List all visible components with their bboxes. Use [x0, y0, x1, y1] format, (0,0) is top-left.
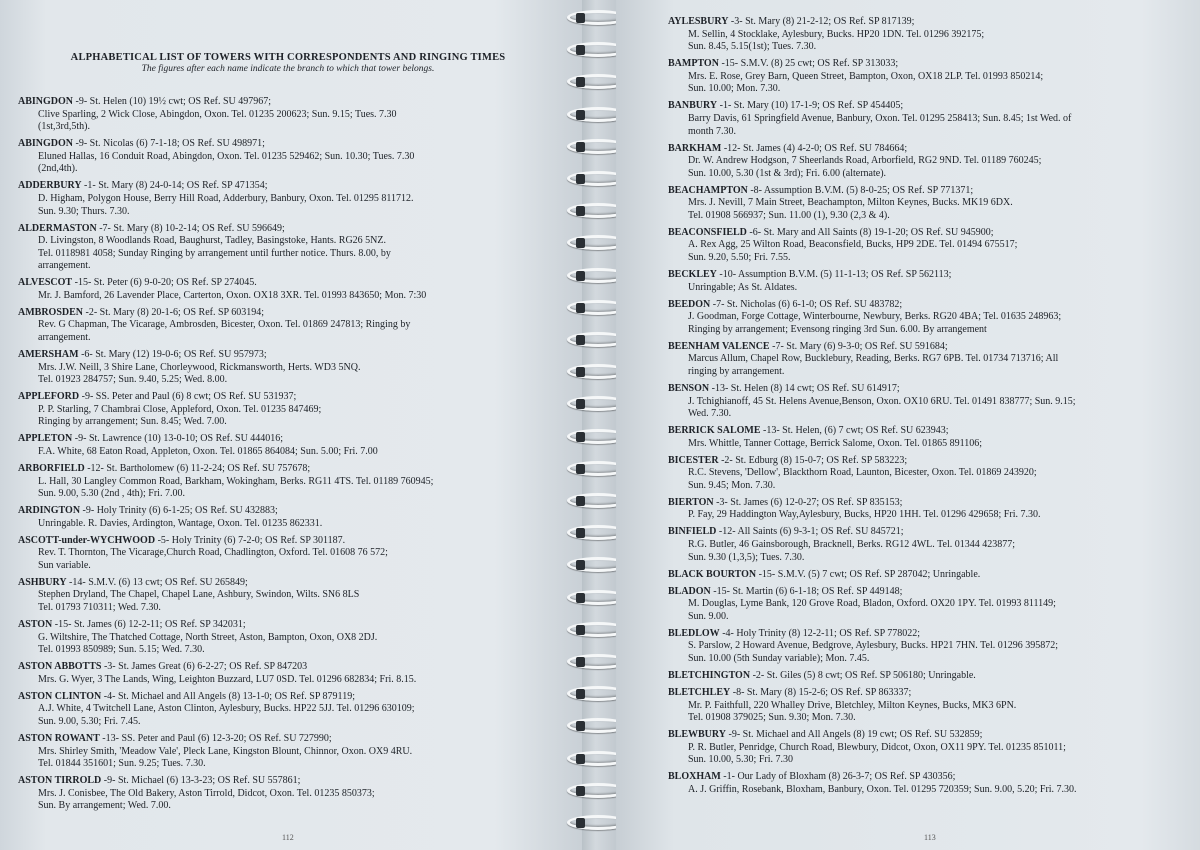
tower-entry [18, 535, 558, 573]
page-number-right: 113 [924, 833, 936, 842]
correspondent-line: Sun. 9.45; Mon. 7.30. [688, 479, 776, 491]
correspondent-line: Sun. 10.00, 5.30 (1st & 3rd); Fri. 6.00 (alternate). [688, 167, 887, 179]
tower-details: -1- Our Lady of Bloxham (8) 26-3-7; OS Ref. SP 430356; [720, 771, 956, 783]
tower-details: -8- St. Mary (8) 15-2-6; OS Ref. SP 863337; [730, 686, 912, 698]
entry-heading [18, 96, 558, 109]
tower-entry [668, 670, 1190, 683]
left-page [0, 0, 582, 850]
tower-details: -15- S.M.V. (8) 25 cwt; OS Ref. SP 313033; [718, 58, 899, 70]
correspondent-line: A.J. White, 4 Twitchell Lane, Aston Clinton, Aylesbury, Bucks. HP22 5JJ. Tel. 01296 630109; [38, 703, 415, 715]
correspondent-line: Sun. 9.00, 5.30; Fri. 7.45. [38, 715, 141, 727]
correspondent-line: Sun. 10.00 (5th Sunday variable); Mon. 7.45. [688, 652, 870, 664]
tower-name: BLADON [668, 585, 711, 597]
punch-hole [576, 367, 585, 377]
correspondent-line: Sun. 9.00, 5.30 (2nd , 4th); Fri. 7.00. [38, 488, 185, 500]
correspondent-line: S. Parslow, 2 Howard Avenue, Bedgrove, Aylesbury, Bucks. HP21 7HN. Tel. 01296 395872; [688, 640, 1059, 652]
correspondent-line: Sun. 9.00. [688, 610, 729, 622]
correspondent-line: D. Higham, Polygon House, Berry Hill Road, Adderbury, Banbury, Oxon. Tel. 01295 811712. [38, 192, 414, 204]
tower-name: BLEWBURY [668, 729, 726, 741]
tower-entry [668, 100, 1190, 138]
tower-name: ABINGDON [18, 138, 74, 150]
correspondent-line: A. Rex Agg, 25 Wilton Road, Beaconsfield, Bucks, HP9 2DE. Tel. 01494 675517; [688, 239, 1018, 251]
tower-details: -4- St. Michael and All Angels (8) 13-1-0; OS Ref. SP 879119; [101, 690, 355, 702]
tower-entry [18, 691, 558, 729]
correspondent-line: M. Douglas, Lyme Bank, 120 Grove Road, Bladon, Oxford. OX20 1PY. Tel. 01993 811149; [688, 598, 1056, 610]
tower-details: -10- Assumption B.V.M. (5) 11-1-13; OS Ref. SP 562113; [716, 269, 952, 281]
entry-heading [668, 687, 1190, 700]
right-page [616, 0, 1200, 850]
tower-entry [668, 729, 1190, 767]
entry-heading [668, 569, 1190, 582]
tower-entry [18, 307, 558, 345]
tower-entry [668, 143, 1190, 181]
tower-name: BLEDLOW [668, 627, 720, 639]
correspondent-line: Rev. T. Thornton, The Vicarage,Church Road, Chadlington, Oxford. Tel. 01608 76 572; [38, 547, 388, 559]
entry-heading [668, 185, 1190, 198]
punch-hole [576, 560, 585, 570]
correspondent-line: (1st,3rd,5th). [38, 121, 90, 133]
entry-heading [668, 586, 1190, 599]
correspondent-line: Mr. P. Faithfull, 220 Whalley Drive, Bletchley, Milton Keynes, Bucks, MK3 6PN. [688, 699, 1017, 711]
punch-hole [576, 528, 585, 538]
correspondent-line: Tel. 01993 850989; Sun. 5.15; Wed. 7.30. [38, 644, 205, 656]
tower-name: ASTON ABBOTTS [18, 661, 102, 673]
correspondent-line: Tel. 0118981 4058; Sunday Ringing by arrangement until further notice. Thurs. 8.00, by [38, 247, 391, 259]
correspondent-line: arrangement. [38, 260, 91, 272]
correspondent-line: Marcus Allum, Chapel Row, Bucklebury, Reading, Berks. RG7 6PB. Tel. 01734 713716; All [688, 353, 1059, 365]
entry-heading [668, 729, 1190, 742]
correspondent-line: G. Wiltshire, The Thatched Cottage, North Street, Aston, Bampton, Oxon, OX8 2DJ. [38, 631, 378, 643]
tower-name: BIERTON [668, 496, 714, 508]
correspondent-line: Sun. By arrangement; Wed. 7.00. [38, 800, 171, 812]
correspondent-line: Mrs. J.W. Neill, 3 Shire Lane, Chorleywood, Rickmansworth, Herts. WD3 5NQ. [38, 361, 361, 373]
correspondent-line: D. Livingston, 8 Woodlands Road, Baughurst, Tadley, Basingstoke, Hants. RG26 5NZ. [38, 235, 387, 247]
tower-details: -13- SS. Peter and Paul (6) 12-3-20; OS Ref. SU 727990; [99, 732, 332, 744]
tower-details: -15- St. James (6) 12-2-11; OS Ref. SP 342031; [52, 619, 246, 631]
tower-name: AMERSHAM [18, 349, 79, 361]
tower-name: ALDERMASTON [18, 222, 97, 234]
punch-hole [576, 77, 585, 87]
tower-entry [18, 349, 558, 387]
tower-name: BANBURY [668, 100, 718, 112]
correspondent-line: A. J. Griffin, Rosebank, Bloxham, Banbury, Oxon. Tel. 01295 720359; Sun. 9.00, 5.20; Fri. 7.30. [688, 783, 1077, 795]
list-title: ALPHABETICAL LIST OF TOWERS WITH CORRESPONDENTS AND RINGING TIMES [70, 52, 506, 63]
punch-hole [576, 303, 585, 313]
entry-heading [668, 425, 1190, 438]
tower-name: ABINGDON [18, 96, 74, 107]
punch-hole [576, 13, 585, 23]
tower-name: BERRICK SALOME [668, 425, 761, 437]
entry-heading [18, 577, 558, 590]
tower-name: AMBROSDEN [18, 306, 84, 318]
right-entry-list [668, 16, 1190, 796]
tower-details: -9- Holy Trinity (6) 6-1-25; OS Ref. SU 432883; [80, 505, 278, 517]
correspondent-line: P. Fay, 29 Haddington Way,Aylesbury, Bucks, HP20 1HH. Tel. 01296 429658; Fri. 7.30. [688, 509, 1041, 521]
tower-entry [668, 58, 1190, 96]
tower-details: -13- St. Helen (8) 14 cwt; OS Ref. SU 614917; [709, 382, 900, 394]
correspondent-line: Ringing by arrangement; Sun. 8.45; Wed. 7.00. [38, 416, 227, 428]
tower-details: -8- Assumption B.V.M. (5) 8-0-25; OS Ref. SP 771371; [747, 184, 974, 196]
entry-heading [668, 771, 1190, 784]
tower-name: BINFIELD [668, 526, 717, 538]
left-entry-list [18, 96, 558, 813]
correspondent-line: arrangement. [38, 332, 91, 344]
entry-heading [18, 307, 558, 320]
punch-hole [576, 335, 585, 345]
entry-heading [18, 775, 558, 788]
tower-entry [18, 661, 558, 686]
correspondent-line: Mrs. J. Nevill, 7 Main Street, Beachampton, Milton Keynes, Bucks. MK19 6DX. [688, 197, 1013, 209]
correspondent-line: Sun. 8.45, 5.15(1st); Tues. 7.30. [688, 41, 817, 53]
tower-details: -15- S.M.V. (5) 7 cwt; OS Ref. SP 287042; Unringable. [756, 568, 981, 580]
tower-name: ALVESCOT [18, 277, 73, 289]
tower-entry [668, 455, 1190, 493]
entry-heading [18, 180, 558, 193]
correspondent-line: P. R. Butler, Penridge, Church Road, Blewbury, Didcot, Oxon, OX11 9PY. Tel. 01235 851011; [688, 741, 1066, 753]
correspondent-line: Barry Davis, 61 Springfield Avenue, Banbury, Oxon. Tel. 01295 258413; Sun. 8.45; 1st Wed. of [688, 112, 1072, 124]
tower-name: AYLESBURY [668, 16, 729, 27]
entry-heading [18, 661, 558, 674]
correspondent-line: Sun. 9.20, 5.50; Fri. 7.55. [688, 252, 791, 264]
tower-name: APPLEFORD [18, 391, 80, 403]
punch-hole [576, 271, 585, 281]
correspondent-line: J. Goodman, Forge Cottage, Winterbourne, Newbury, Berks. RG20 4BA; Tel. 01635 248963; [688, 311, 1062, 323]
tower-name: BEACHAMPTON [668, 184, 748, 196]
punch-hole [576, 625, 585, 635]
tower-name: ASTON [18, 619, 53, 631]
correspondent-line: (2nd,4th). [38, 163, 78, 175]
entry-heading [668, 383, 1190, 396]
tower-entry [668, 526, 1190, 564]
tower-name: ARDINGTON [18, 505, 81, 517]
tower-entry [18, 223, 558, 273]
correspondent-line: month 7.30. [688, 125, 737, 137]
tower-details: -9- St. Nicolas (6) 7-1-18; OS Ref. SU 498971; [73, 138, 265, 150]
punch-hole [576, 110, 585, 120]
correspondent-line: Clive Sparling, 2 Wick Close, Abingdon, Oxon. Tel. 01235 200623; Sun. 9.15; Tues. 7.30 [38, 108, 397, 120]
correspondent-line: Unringable; As St. Aldates. [688, 281, 798, 293]
tower-details: -7- St. Mary (8) 10-2-14; OS Ref. SU 596649; [96, 222, 285, 234]
tower-details: -1- St. Mary (8) 24-0-14; OS Ref. SP 471354; [81, 180, 268, 192]
correspondent-line: Stephen Dryland, The Chapel, Chapel Lane, Ashbury, Swindon, Wilts. SN6 8LS [38, 589, 360, 601]
entry-heading [18, 619, 558, 632]
tower-details: -5- Holy Trinity (6) 7-2-0; OS Ref. SP 301187. [155, 534, 346, 546]
tower-entry [668, 628, 1190, 666]
correspondent-line: ringing by arrangement. [688, 365, 785, 377]
tower-details: -15- St. Peter (6) 9-0-20; OS Ref. SP 274045. [72, 277, 257, 289]
entry-heading [18, 733, 558, 746]
correspondent-line: Mrs. J. Conisbee, The Old Bakery, Aston Tirrold, Didcot, Oxon. Tel. 01235 850373; [38, 787, 375, 799]
correspondent-line: P. P. Starling, 7 Chambrai Close, Appleford, Oxon. Tel. 01235 847469; [38, 403, 322, 415]
tower-entry [668, 569, 1190, 582]
correspondent-line: Eluned Hallas, 16 Conduit Road, Abingdon, Oxon. Tel. 01235 529462; Sun. 10.30; Tues. 7.30 [38, 150, 415, 162]
entry-heading [668, 143, 1190, 156]
entry-heading [668, 100, 1190, 113]
tower-name: ADDERBURY [18, 180, 82, 192]
entry-heading [18, 391, 558, 404]
tower-details: -3- St. James (6) 12-0-27; OS Ref. SP 835153; [713, 496, 903, 508]
punch-hole [576, 657, 585, 667]
tower-details: -3- St. James Great (6) 6-2-27; OS Ref. SP 847203 [101, 661, 308, 673]
entry-heading [668, 269, 1190, 282]
tower-name: BENSON [668, 382, 710, 394]
punch-hole [576, 754, 585, 764]
tower-details: -9- SS. Peter and Paul (6) 8 cwt; OS Ref. SU 531937; [79, 391, 297, 403]
tower-entry [668, 586, 1190, 624]
entry-heading [668, 455, 1190, 468]
tower-entry [668, 269, 1190, 294]
entry-heading [18, 433, 558, 446]
tower-entry [668, 497, 1190, 522]
punch-hole [576, 399, 585, 409]
tower-details: -2- St. Edburg (8) 15-0-7; OS Ref. SP 583223; [718, 454, 908, 466]
tower-name: BECKLEY [668, 269, 717, 281]
punch-hole [576, 45, 585, 55]
tower-entry [18, 96, 558, 134]
correspondent-line: R.C. Stevens, 'Dellow', Blackthorn Road, Launton, Bicester, Oxon. Tel. 01869 243920; [688, 467, 1037, 479]
tower-name: ASTON TIRROLD [18, 775, 102, 787]
tower-entry [18, 505, 558, 530]
tower-details: -13- St. Helen, (6) 7 cwt; OS Ref. SU 623943; [760, 425, 949, 437]
correspondent-line: Mrs. Whittle, Tanner Cottage, Berrick Salome, Oxon. Tel. 01865 891106; [688, 437, 983, 449]
tower-name: APPLETON [18, 433, 73, 445]
tower-name: BAMPTON [668, 58, 719, 70]
tower-details: -6- St. Mary (12) 19-0-6; OS Ref. SU 957973; [78, 349, 267, 361]
correspondent-line: Ringing by arrangement; Evensong ringing 3rd Sun. 6.00. By arrangement [688, 323, 987, 335]
entry-heading [18, 277, 558, 290]
tower-entry [18, 733, 558, 771]
correspondent-line: Tel. 01908 379025; Sun. 9.30; Mon. 7.30. [688, 712, 856, 724]
entry-heading [668, 526, 1190, 539]
correspondent-line: Unringable. R. Davies, Ardington, Wantage, Oxon. Tel. 01235 862331. [38, 517, 323, 529]
tower-name: ASTON CLINTON [18, 690, 102, 702]
correspondent-line: Tel. 01908 566937; Sun. 11.00 (1), 9.30 (2,3 & 4). [688, 209, 890, 221]
list-subtitle: The figures after each name indicate the branch to which that tower belongs. [141, 64, 435, 74]
tower-entry [668, 299, 1190, 337]
tower-name: BLETCHINGTON [668, 669, 751, 681]
punch-hole [576, 432, 585, 442]
tower-entry [668, 425, 1190, 450]
punch-hole [576, 464, 585, 474]
tower-entry [668, 227, 1190, 265]
entry-heading [18, 505, 558, 518]
tower-name: BEENHAM VALENCE [668, 340, 770, 352]
correspondent-line: Tel. 01923 284757; Sun. 9.40, 5.25; Wed. 8.00. [38, 374, 228, 386]
tower-details: -14- S.M.V. (6) 13 cwt; OS Ref. SU 265849; [66, 576, 248, 588]
entry-heading [668, 628, 1190, 641]
entry-heading [18, 535, 558, 548]
tower-details: -15- St. Martin (6) 6-1-18; OS Ref. SP 449148; [710, 585, 903, 597]
correspondent-line: Wed. 7.30. [688, 408, 732, 420]
tower-entry [668, 16, 1190, 54]
tower-entry [18, 138, 558, 176]
tower-details: -12- St. James (4) 4-2-0; OS Ref. SU 784664; [721, 142, 908, 154]
entry-heading [18, 463, 558, 476]
tower-name: BLETCHLEY [668, 686, 731, 698]
entry-heading [668, 58, 1190, 71]
entry-heading [18, 138, 558, 151]
correspondent-line: Sun. 9.30; Thurs. 7.30. [38, 205, 130, 217]
tower-name: ASCOTT-under-WYCHWOOD [18, 534, 156, 546]
tower-name: ARBORFIELD [18, 462, 85, 474]
correspondent-line: Mrs. Shirley Smith, 'Meadow Vale', Pleck Lane, Kingston Blount, Chinnor, Oxon. OX9 4RU. [38, 745, 413, 757]
punch-hole [576, 818, 585, 828]
correspondent-line: R.G. Butler, 46 Gainsborough, Bracknell, Berks. RG12 4WL. Tel. 01344 423877; [688, 539, 1016, 551]
tower-entry [18, 775, 558, 813]
punch-hole [576, 142, 585, 152]
tower-name: ASHBURY [18, 576, 67, 588]
correspondent-line: Mr. J. Bamford, 26 Lavender Place, Carterton, Oxon. OX18 3XR. Tel. 01993 843650; Mon. 7:30 [38, 289, 427, 301]
tower-details: -12- St. Bartholomew (6) 11-2-24; OS Ref. SU 757678; [84, 462, 311, 474]
correspondent-line: Sun. 9.30 (1,3,5); Tues. 7.30. [688, 551, 805, 563]
punch-hole [576, 593, 585, 603]
tower-details: -12- All Saints (6) 9-3-1; OS Ref. SU 845721; [716, 526, 904, 538]
correspondent-line: Tel. 01844 351601; Sun. 9.25; Tues. 7.30. [38, 758, 206, 770]
correspondent-line: Sun variable. [38, 559, 91, 571]
tower-details: -7- St. Nicholas (6) 6-1-0; OS Ref. SU 483782; [710, 298, 903, 310]
entry-heading [18, 691, 558, 704]
tower-entry [18, 391, 558, 429]
tower-entry [668, 383, 1190, 421]
tower-details: -9- St. Michael (6) 13-3-23; OS Ref. SU 557861; [101, 775, 301, 787]
entry-heading [668, 341, 1190, 354]
tower-entry [668, 341, 1190, 379]
entry-heading [668, 16, 1190, 29]
tower-name: BARKHAM [668, 142, 722, 154]
tower-name: BLACK BOURTON [668, 568, 757, 580]
tower-name: BEACONSFIELD [668, 226, 747, 238]
entry-heading [668, 299, 1190, 312]
punch-hole [576, 786, 585, 796]
punch-hole [576, 721, 585, 731]
tower-name: ASTON ROWANT [18, 732, 100, 744]
punch-hole [576, 496, 585, 506]
tower-details: -7- St. Mary (6) 9-3-0; OS Ref. SU 591684; [769, 340, 948, 352]
tower-details: -2- St. Mary (8) 20-1-6; OS Ref. SP 603194; [83, 306, 265, 318]
tower-details: -3- St. Mary (8) 21-2-12; OS Ref. SP 817139; [728, 16, 915, 27]
tower-details: -2- St. Giles (5) 8 cwt; OS Ref. SP 506180; Unringable. [750, 669, 976, 681]
tower-entry [18, 433, 558, 458]
punch-hole [576, 689, 585, 699]
entry-heading [18, 349, 558, 362]
tower-details: -9- St. Michael and All Angels (8) 19 cwt; OS Ref. SU 532859; [726, 729, 983, 741]
punch-hole [576, 174, 585, 184]
correspondent-line: Mrs. E. Rose, Grey Barn, Queen Street, Bampton, Oxon, OX18 2LP. Tel. 01993 850214; [688, 70, 1044, 82]
entry-heading [668, 497, 1190, 510]
correspondent-line: M. Sellin, 4 Stocklake, Aylesbury, Bucks. HP20 1DN. Tel. 01296 392175; [688, 28, 985, 40]
correspondent-line: Sun. 10.00; Mon. 7.30. [688, 83, 781, 95]
punch-hole [576, 206, 585, 216]
tower-entry [18, 619, 558, 657]
page-number-left: 112 [282, 833, 294, 842]
entry-heading [668, 670, 1190, 683]
correspondent-line: Sun. 10.00, 5.30; Fri. 7.30 [688, 754, 794, 766]
correspondent-line: Dr. W. Andrew Hodgson, 7 Sheerlands Road, Arborfield, RG2 9ND. Tel. 01189 760245; [688, 155, 1042, 167]
tower-entry [668, 771, 1190, 796]
correspondent-line: Mrs. G. Wyer, 3 The Lands, Wing, Leighton Buzzard, LU7 0SD. Tel. 01296 682834; Fri. 8.15. [38, 673, 417, 685]
tower-name: BLOXHAM [668, 771, 721, 783]
entry-heading [668, 227, 1190, 240]
tower-entry [18, 463, 558, 501]
tower-entry [668, 185, 1190, 223]
tower-details: -9- St. Helen (10) 19½ cwt; OS Ref. SU 497967; [73, 96, 272, 107]
tower-entry [18, 577, 558, 615]
correspondent-line: Rev. G Chapman, The Vicarage, Ambrosden, Bicester, Oxon. Tel. 01869 247813; Ringing by [38, 319, 411, 331]
tower-details: -6- St. Mary and All Saints (8) 19-1-20; OS Ref. SU 945900; [746, 226, 994, 238]
tower-details: -1- St. Mary (10) 17-1-9; OS Ref. SP 454405; [717, 100, 904, 112]
tower-name: BEEDON [668, 298, 711, 310]
punch-hole [576, 238, 585, 248]
correspondent-line: Tel. 01793 710311; Wed. 7.30. [38, 602, 161, 614]
tower-details: -9- St. Lawrence (10) 13-0-10; OS Ref. SU 444016; [72, 433, 284, 445]
tower-entry [668, 687, 1190, 725]
correspondent-line: L. Hall, 30 Langley Common Road, Barkham, Wokingham, Berks. RG11 4TS. Tel. 01189 760945; [38, 475, 434, 487]
tower-details: -4- Holy Trinity (8) 12-2-11; OS Ref. SP 778022; [719, 627, 921, 639]
correspondent-line: J. Tchighianoff, 45 St. Helens Avenue,Benson, Oxon. OX10 6RU. Tel. 01491 838777; Sun. 9.15; [688, 395, 1076, 407]
entry-heading [18, 223, 558, 236]
tower-name: BICESTER [668, 454, 719, 466]
tower-entry [18, 277, 558, 302]
correspondent-line: F.A. White, 68 Eaton Road, Appleton, Oxon. Tel. 01865 864084; Sun. 5.00; Fri. 7.00 [38, 445, 378, 457]
tower-entry [18, 180, 558, 218]
